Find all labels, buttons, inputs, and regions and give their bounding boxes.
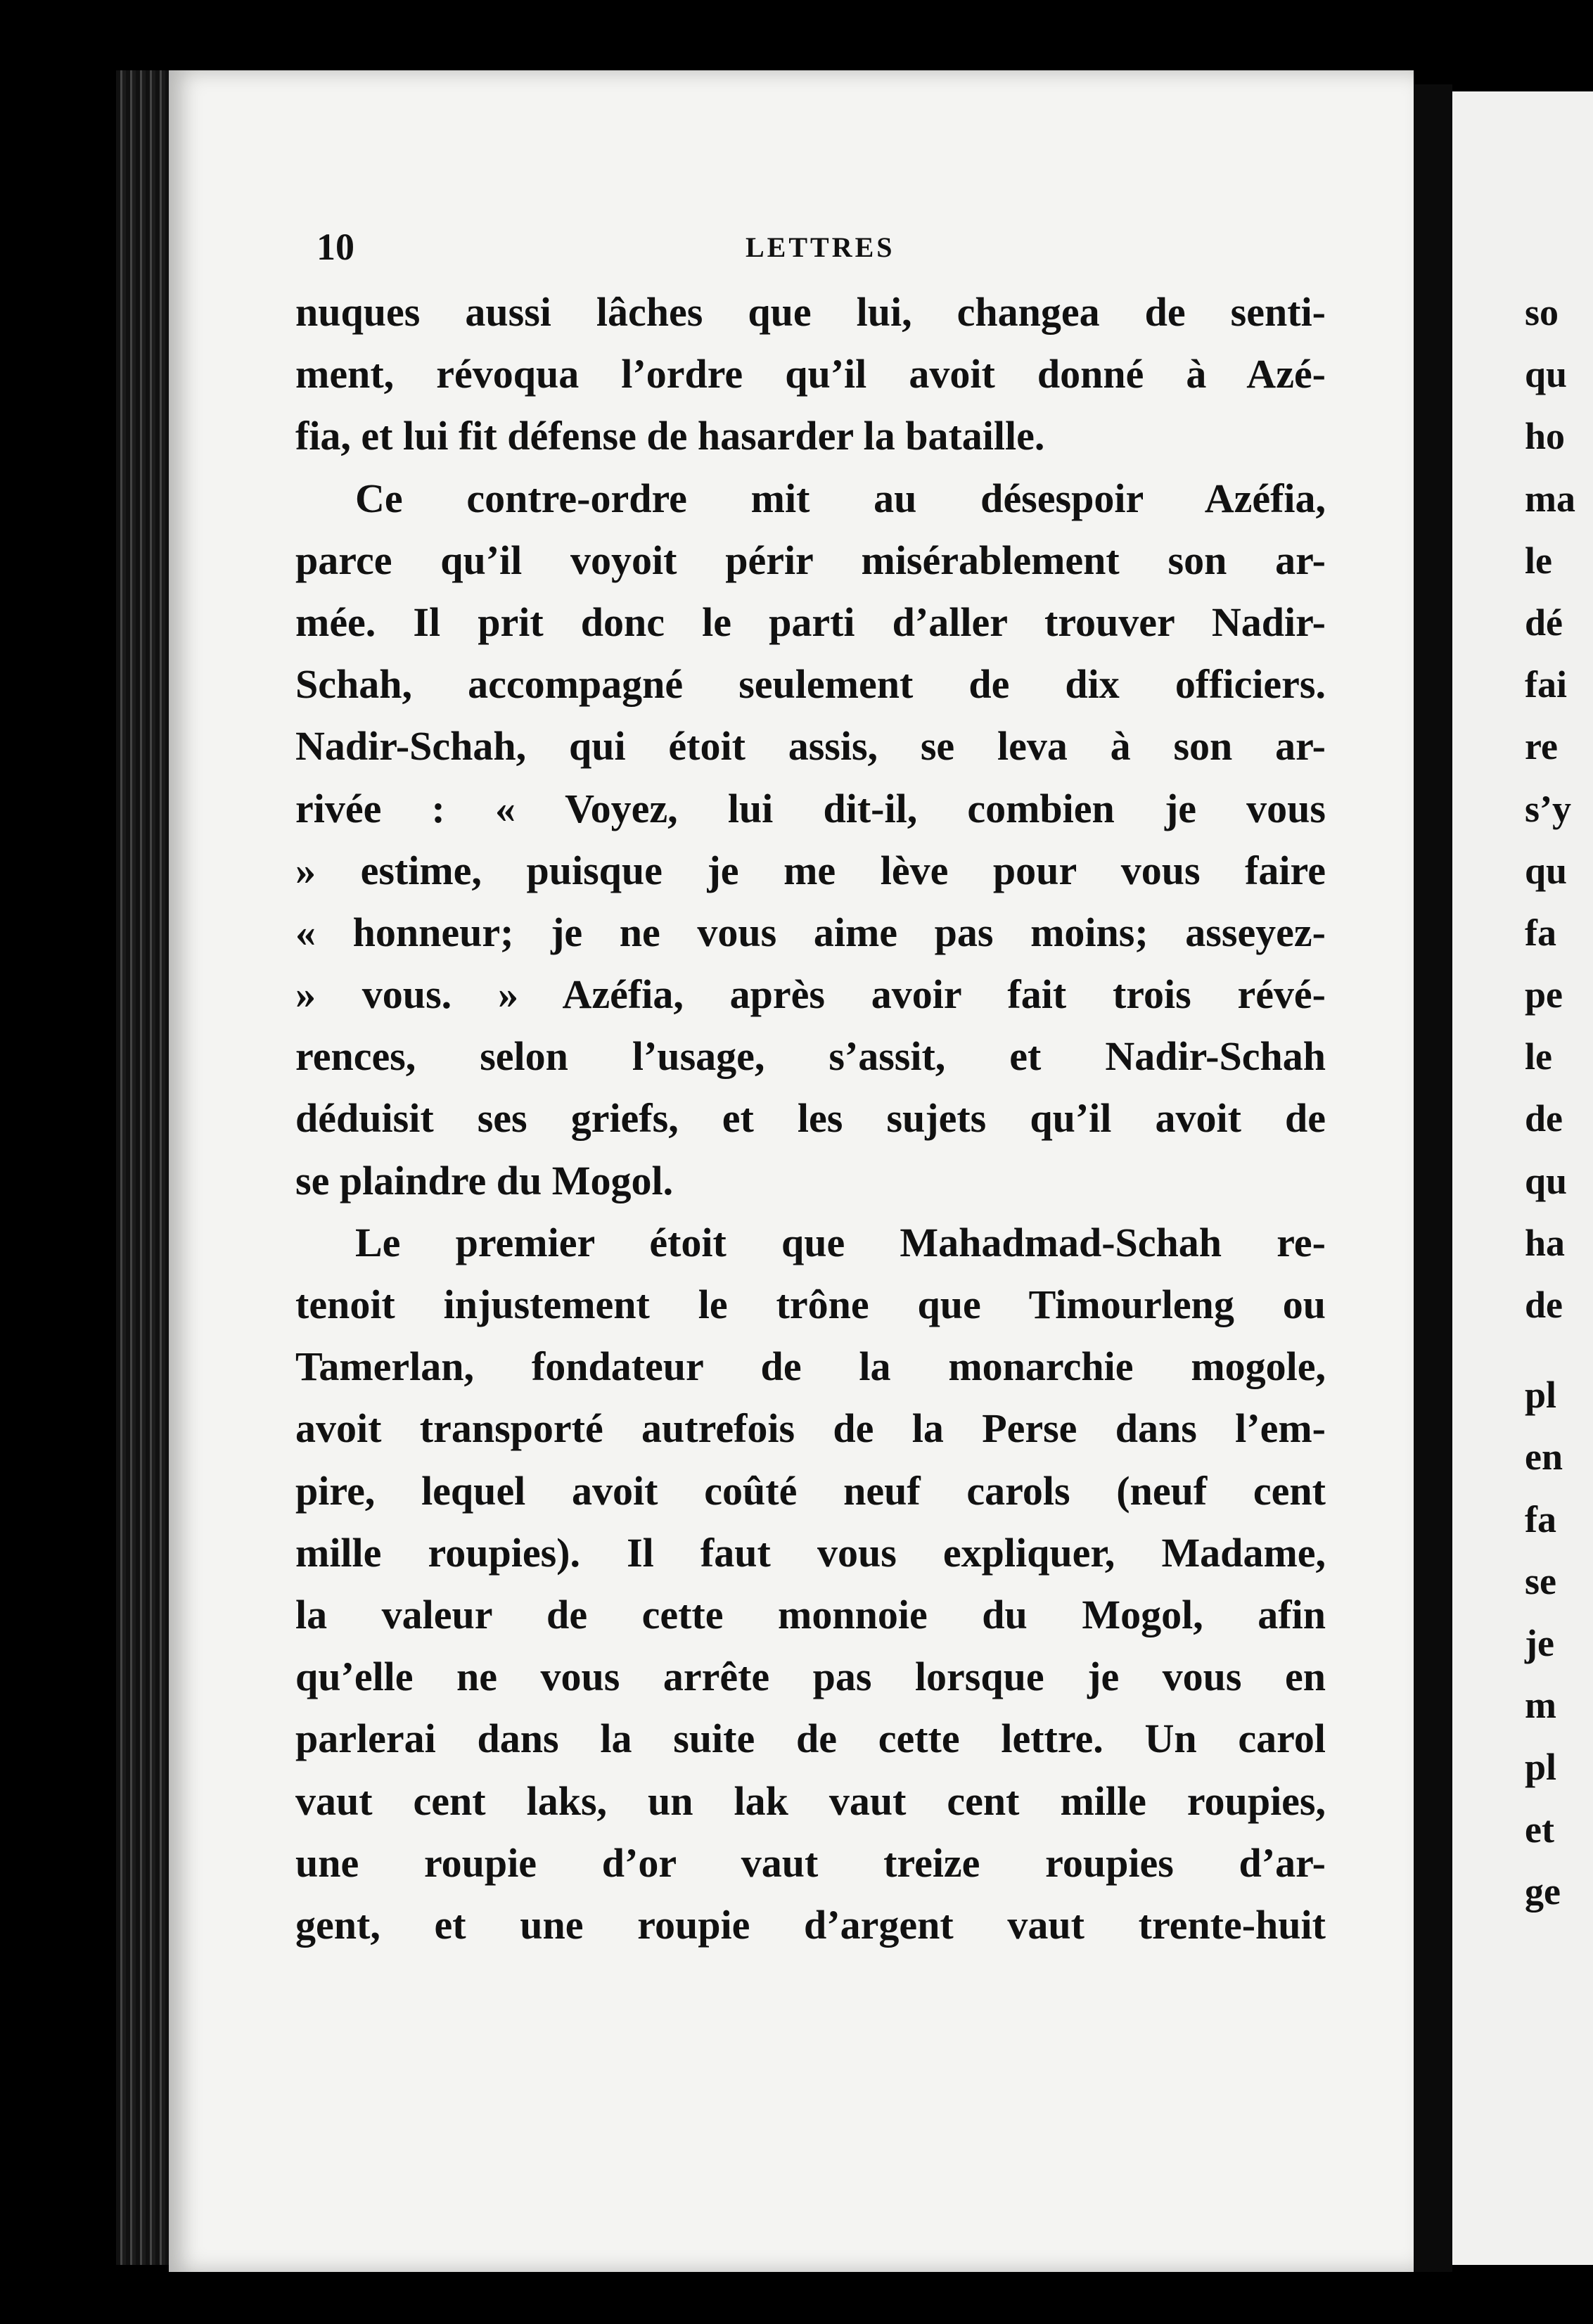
text-line: une roupie d’or vaut treize roupies d’ar- — [295, 1839, 1326, 1886]
text-line: « honneur; je ne vous aime pas moins; asseyez- — [295, 909, 1326, 955]
right-page-fragment: et — [1525, 1808, 1554, 1851]
text-line: parlerai dans la suite de cette lettre. Un carol — [295, 1716, 1326, 1762]
text-line: qu’elle ne vous arrête pas lorsque je vous en — [295, 1654, 1326, 1700]
right-page-edge — [1452, 91, 1593, 2265]
text-line: fia, et lui fit défense de hasarder la bataille. — [295, 413, 1045, 459]
page-number: 10 — [316, 226, 354, 268]
right-page-fragment: m — [1525, 1684, 1556, 1727]
right-page-text-fragments — [1525, 281, 1575, 1922]
text-line: déduisit ses griefs, et les sujets qu’il avoit de — [295, 1095, 1326, 1142]
right-page-fragment: ge — [1525, 1870, 1561, 1913]
right-page-fragment: pl — [1525, 1746, 1557, 1789]
right-page-fragment: pe — [1525, 973, 1563, 1016]
text-line: ment, révoqua l’ordre qu’il avoit donné à Azé- — [295, 351, 1326, 397]
right-page-fragment: fai — [1525, 663, 1567, 706]
book-binding — [116, 70, 172, 2265]
right-page-fragment: le — [1525, 539, 1552, 582]
right-page-fragment: ho — [1525, 415, 1566, 458]
right-page-fragment: ha — [1525, 1221, 1566, 1264]
text-line: mée. Il prit donc le parti d’aller trouver Nadir- — [295, 599, 1326, 645]
right-page-fragment: le — [1525, 1035, 1552, 1078]
right-page-fragment: so — [1525, 291, 1559, 333]
right-page-fragment: se — [1525, 1559, 1556, 1602]
text-line: Le premier étoit que Mahadmad-Schah re- — [355, 1219, 1326, 1265]
text-line: » vous. » Azéfia, après avoir fait trois révé- — [295, 971, 1326, 1018]
right-page-fragment: dé — [1525, 601, 1563, 644]
right-page-fragment: de — [1525, 1284, 1563, 1326]
text-line: Ce contre-ordre mit au désespoir Azéfia, — [355, 475, 1326, 521]
right-page-fragment: qu — [1525, 353, 1568, 396]
right-page-fragment: ma — [1525, 477, 1575, 520]
right-page-fragment: qu — [1525, 1159, 1568, 1202]
running-head: LETTRES — [746, 231, 895, 263]
right-page-fragment: de — [1525, 1097, 1563, 1140]
text-line: rivée : « Voyez, lui dit-il, combien je vous — [295, 785, 1326, 831]
right-page-fragment: pl — [1525, 1374, 1557, 1417]
page-gutter — [1414, 84, 1452, 2272]
text-line: nuques aussi lâches que lui, changea de senti- — [295, 289, 1326, 335]
text-line: vaut cent laks, un lak vaut cent mille roupies, — [295, 1777, 1326, 1824]
text-line: rences, selon l’usage, s’assit, et Nadir-Schah — [295, 1033, 1326, 1080]
text-line: tenoit injustement le trône que Timourleng ou — [295, 1282, 1326, 1327]
body-text — [295, 281, 1326, 1956]
text-line: gent, et une roupie d’argent vaut trente-huit — [295, 1901, 1326, 1948]
right-page-fragment: en — [1525, 1436, 1563, 1479]
text-line: parce qu’il voyoit périr misérablement son ar- — [295, 537, 1326, 583]
right-page-fragment: s’y — [1525, 787, 1571, 830]
right-page-fragment: je — [1525, 1621, 1554, 1664]
text-line: la valeur de cette monnoie du Mogol, afin — [295, 1591, 1326, 1637]
text-line: Tamerlan, fondateur de la monarchie mogole, — [295, 1343, 1326, 1390]
text-line: » estime, puisque je me lève pour vous faire — [295, 847, 1326, 893]
text-line: pire, lequel avoit coûté neuf carols (neuf cent — [295, 1467, 1326, 1514]
page-header — [316, 225, 1315, 267]
text-line: Schah, accompagné seulement de dix officiers. — [295, 661, 1326, 708]
right-page-fragment: fa — [1525, 911, 1556, 954]
text-line: se plaindre du Mogol. — [295, 1157, 674, 1204]
right-page-fragment: qu — [1525, 849, 1568, 892]
text-line: Nadir-Schah, qui étoit assis, se leva à son ar- — [295, 723, 1326, 770]
text-line: avoit transporté autrefois de la Perse dans l’em- — [295, 1405, 1326, 1452]
right-page-fragment: re — [1525, 725, 1558, 768]
right-page-fragment: fa — [1525, 1498, 1556, 1540]
text-line: mille roupies). Il faut vous expliquer, Madame, — [295, 1529, 1326, 1576]
